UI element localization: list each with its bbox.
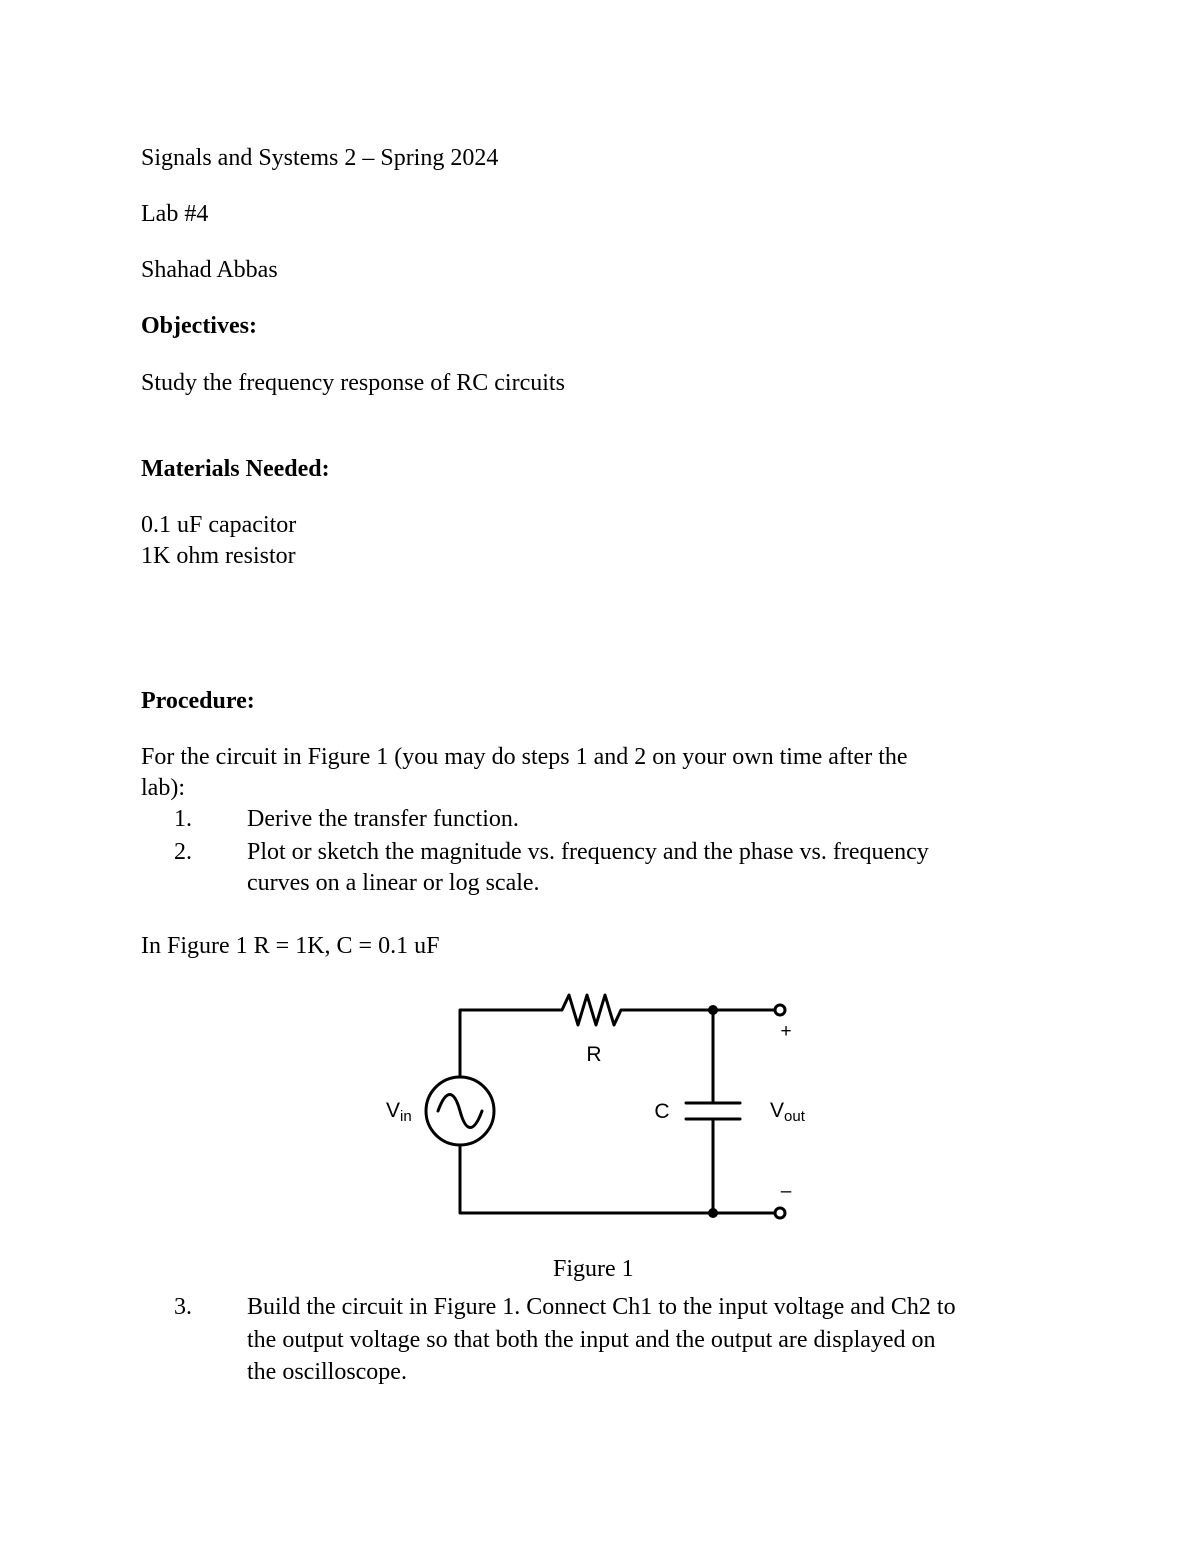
junction-dot-top	[708, 1005, 718, 1015]
step-text: Plot or sketch the magnitude vs. frequency and the phase vs. frequency	[247, 839, 929, 865]
figure-caption: Figure 1	[553, 1256, 634, 1282]
material-item: 0.1 uF capacitor	[141, 512, 297, 538]
capacitor-label: C	[654, 1100, 670, 1123]
objectives-heading: Objectives:	[141, 313, 257, 339]
step-text: the output voltage so that both the input and the output are displayed on	[247, 1327, 936, 1353]
materials-heading: Materials Needed:	[141, 456, 330, 482]
step-text: Derive the transfer function.	[247, 806, 519, 832]
step-text: the oscilloscope.	[247, 1359, 407, 1385]
component-values: In Figure 1 R = 1K, C = 0.1 uF	[141, 933, 440, 959]
vin-label: Vin	[386, 1099, 412, 1125]
objectives-text: Study the frequency response of RC circuits	[141, 370, 565, 396]
output-plus-label: +	[780, 1021, 792, 1042]
output-terminal-top	[775, 1005, 785, 1015]
step-number: 3.	[174, 1294, 192, 1320]
rc-circuit-diagram	[380, 985, 830, 1225]
resistor-symbol	[545, 995, 645, 1025]
sine-wave-icon	[438, 1095, 482, 1128]
procedure-intro-line: lab):	[141, 775, 185, 801]
wire-top-left	[460, 1010, 545, 1075]
output-minus-label: –	[780, 1181, 792, 1202]
junction-dot-bottom	[708, 1208, 718, 1218]
step-text: Build the circuit in Figure 1. Connect Ch1 to the input voltage and Ch2 to	[247, 1294, 956, 1320]
lab-number: Lab #4	[141, 201, 209, 227]
step-number: 1.	[174, 806, 192, 832]
output-terminal-bottom	[775, 1208, 785, 1218]
procedure-intro-line: For the circuit in Figure 1 (you may do steps 1 and 2 on your own time after the	[141, 744, 908, 770]
wire-bottom	[460, 1147, 775, 1213]
vout-label: Vout	[770, 1099, 805, 1125]
course-title: Signals and Systems 2 – Spring 2024	[141, 145, 499, 171]
procedure-heading: Procedure:	[141, 688, 255, 714]
step-number: 2.	[174, 839, 192, 865]
material-item: 1K ohm resistor	[141, 543, 296, 569]
resistor-label: R	[586, 1043, 602, 1066]
author-name: Shahad Abbas	[141, 257, 278, 283]
step-text: curves on a linear or log scale.	[247, 870, 540, 896]
